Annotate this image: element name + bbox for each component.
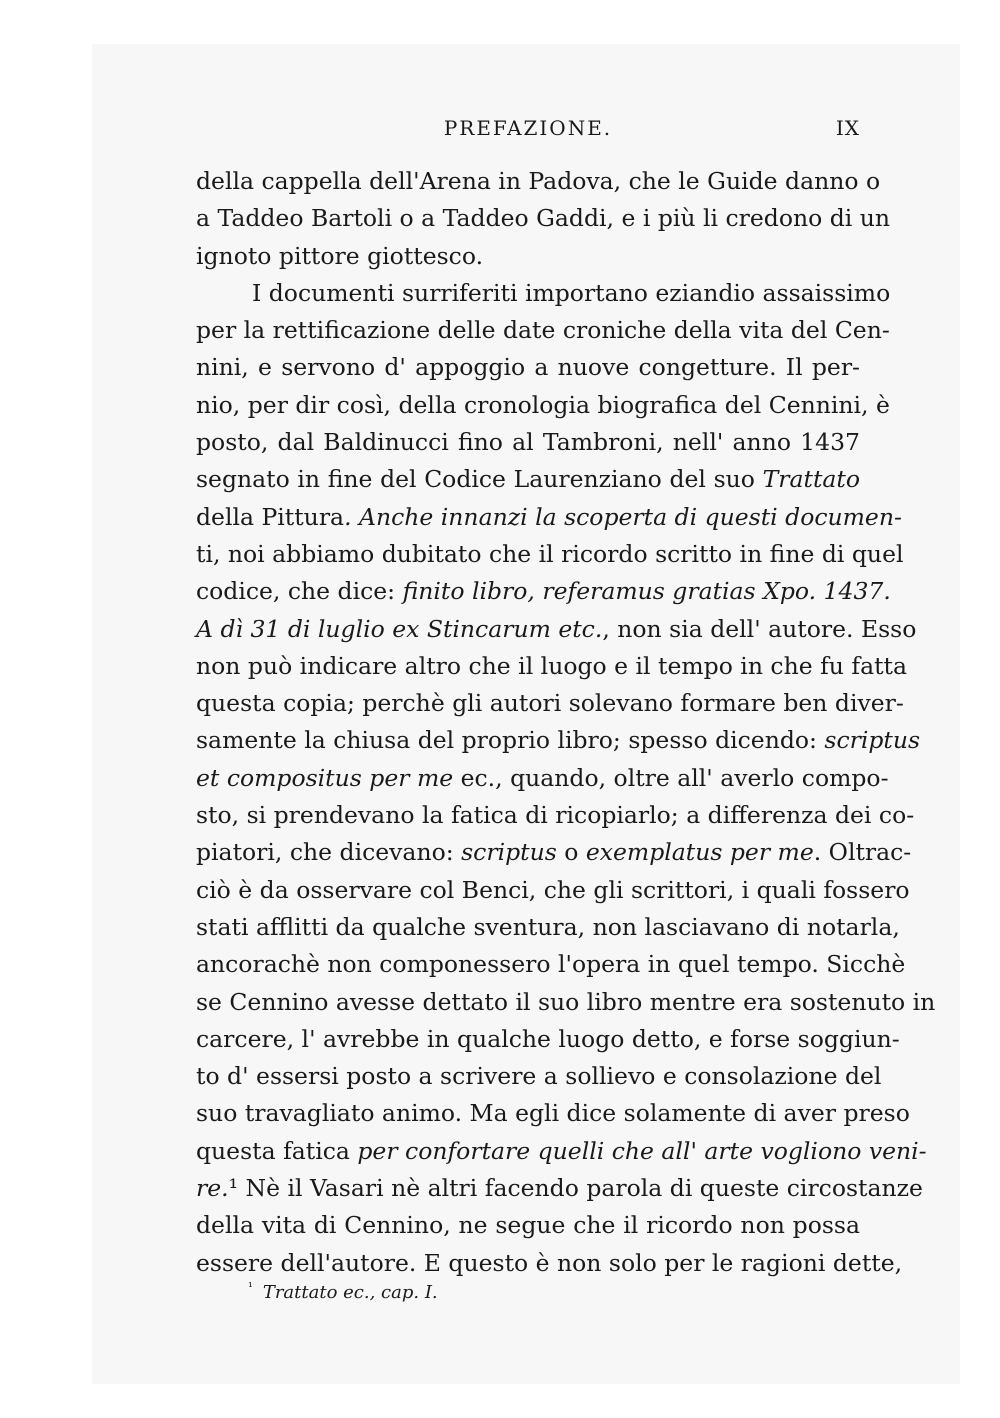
text-segment: ciò è da osservare col Benci, che gli scrittori, i quali fossero — [196, 875, 910, 904]
text-segment: posto, dal Baldinucci fino al Tambroni, nell' anno 1437 — [196, 428, 860, 457]
text-line — [196, 573, 891, 610]
text-segment: , non sia dell' autore. Esso — [602, 614, 917, 643]
italic-segment: re. — [196, 1174, 229, 1203]
text-line — [196, 536, 904, 573]
text-segment: piatori, che dicevano: — [196, 838, 462, 867]
text-line — [196, 1133, 927, 1170]
text-line — [196, 200, 891, 237]
text-line — [196, 275, 891, 312]
text-line — [196, 238, 860, 275]
text-segment: codice, che dice: — [196, 577, 403, 606]
text-line — [196, 611, 917, 648]
italic-segment: et compositus per me — [196, 763, 454, 792]
text-segment: se Cennino avesse dettato il suo libro mentre era sostenuto in — [196, 987, 936, 1016]
text-line — [196, 312, 890, 349]
page-title: PREFAZIONE. — [443, 116, 613, 140]
text-line — [196, 1245, 903, 1282]
text-line — [196, 685, 904, 722]
text-segment: essere dell'autore. E questo è non solo per le ragioni dette, — [196, 1248, 903, 1277]
page-number: IX — [835, 116, 860, 140]
text-segment: . Oltrac- — [813, 838, 912, 867]
text-line — [196, 760, 889, 797]
text-segment: della vita di Cennino, ne segue che il ricordo non possa — [196, 1211, 860, 1240]
text-segment: della cappella dell'Arena in Padova, che le Guide danno o — [196, 167, 881, 195]
text-line — [196, 1207, 860, 1244]
italic-segment: per confortare quelli che all' arte vogliono veni- — [357, 1136, 927, 1165]
italic-segment: Trattato — [762, 465, 860, 494]
text-segment: questa fatica — [196, 1136, 358, 1165]
text-segment: to d' essersi posto a scrivere a sollievo e consolazione del — [196, 1062, 882, 1091]
text-segment: non può indicare altro che il luogo e il tempo in che fu fatta — [196, 651, 908, 680]
text-segment: nio, per dir così, della cronologia biografica del Cennini, è — [196, 390, 890, 419]
text-segment: nini, e servono d' appoggio a nuove congetture. Il per- — [196, 353, 860, 382]
text-line — [196, 872, 910, 909]
footnote — [248, 1280, 438, 1303]
text-segment: ignoto pittore giottesco. — [196, 241, 484, 270]
body-text — [196, 163, 936, 1282]
italic-segment: scriptus — [824, 726, 921, 755]
text-line — [196, 797, 915, 834]
text-segment: sto, si prendevano la fatica di ricopiarlo; a differenza dei co- — [196, 801, 915, 830]
text-segment: a Taddeo Bartoli o a Taddeo Gaddi, e i più li credono di un — [196, 204, 891, 233]
text-line — [196, 834, 912, 871]
footnote-marker: ¹ — [248, 1280, 253, 1294]
italic-segment: . Anche innanzi la scoperta di questi documen- — [344, 502, 902, 531]
text-segment: samente la chiusa del proprio libro; spesso dicendo: — [196, 726, 825, 755]
text-segment: ¹ Nè il Vasari nè altri facendo parola di queste circostanze — [228, 1174, 923, 1203]
italic-segment: scriptus — [461, 838, 557, 867]
text-segment: della Pittura — [196, 502, 345, 531]
text-line — [196, 424, 860, 461]
footnote-text: Trattato ec., cap. I. — [262, 1282, 438, 1303]
text-line — [196, 387, 890, 424]
italic-segment: exemplatus per me — [585, 838, 814, 867]
text-segment: carcere, l' avrebbe in qualche luogo detto, e forse soggiun- — [196, 1024, 900, 1053]
text-segment: segnato in fine del Codice Laurenziano del suo — [196, 465, 763, 494]
text-line — [196, 1058, 882, 1095]
running-header — [196, 116, 860, 140]
text-line — [196, 984, 936, 1021]
text-segment: ec., quando, oltre all' averlo compo- — [453, 763, 889, 792]
text-line — [196, 722, 921, 759]
text-line — [196, 648, 908, 685]
text-line — [196, 1021, 900, 1058]
italic-segment: A dì 31 di luglio ex Stincarum etc. — [196, 614, 603, 643]
text-line — [196, 163, 881, 200]
text-segment: ancorachè non componessero l'opera in quel tempo. Sicchè — [196, 950, 906, 979]
text-segment: suo travagliato animo. Ma egli dice solamente di aver preso — [196, 1099, 910, 1128]
text-line — [196, 1170, 923, 1207]
text-line — [196, 946, 906, 983]
text-line — [196, 349, 860, 386]
text-segment: o — [556, 838, 586, 867]
text-segment: ti, noi abbiamo dubitato che il ricordo scritto in fine di quel — [196, 539, 904, 568]
text-line — [196, 1095, 910, 1132]
text-line — [196, 909, 900, 946]
text-segment: questa copia; perchè gli autori solevano formare ben diver- — [196, 689, 904, 718]
text-segment: I documenti surriferiti importano eziandio assaissimo — [252, 278, 891, 307]
text-line — [196, 499, 902, 536]
italic-segment: finito libro, referamus gratias Xpo. 1437. — [402, 577, 891, 606]
text-line — [196, 461, 860, 498]
text-segment: per la rettificazione delle date croniche della vita del Cen- — [196, 316, 890, 345]
text-segment: stati afflitti da qualche sventura, non lasciavano di notarla, — [196, 912, 900, 941]
